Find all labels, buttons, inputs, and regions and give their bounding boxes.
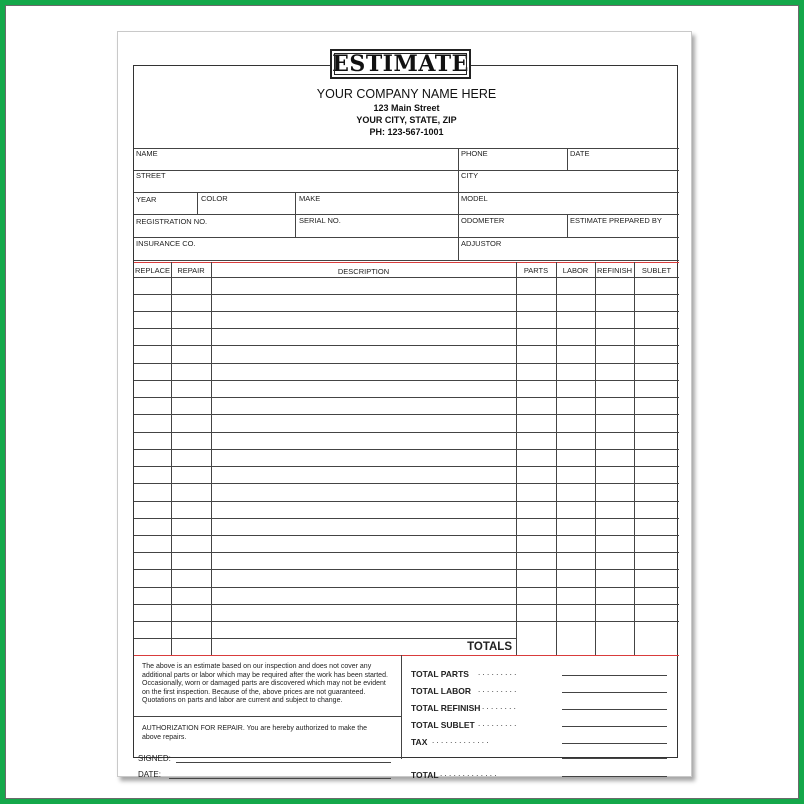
column-line xyxy=(556,262,557,655)
total-refinish-label: TOTAL REFINISH xyxy=(411,703,481,713)
date-label: DATE: xyxy=(138,770,161,779)
col-description-header: DESCRIPTION xyxy=(337,267,390,276)
table-row-line xyxy=(134,587,679,588)
authorization-text: AUTHORIZATION FOR REPAIR. You are hereby authorized to make the above repairs. xyxy=(142,725,367,741)
leader-dots: ......... xyxy=(478,719,519,728)
total-refinish-line[interactable] xyxy=(562,709,667,710)
street-field-label: STREET xyxy=(136,171,166,180)
col-sublet-header: SUBLET xyxy=(641,266,672,275)
table-row-line xyxy=(134,363,679,364)
name-field-label: NAME xyxy=(136,149,158,158)
table-row-line xyxy=(134,294,679,295)
col-refinish-header: REFINISH xyxy=(596,266,632,275)
company-phone: PH: 123-567-1001 xyxy=(369,127,444,137)
make-field-label: MAKE xyxy=(299,194,321,203)
company-city: YOUR CITY, STATE, ZIP xyxy=(356,115,457,125)
serial-field-label: SERIAL NO. xyxy=(299,216,341,225)
leader-dots: ......... xyxy=(478,668,519,677)
bottom-divider xyxy=(401,655,402,759)
grid-line xyxy=(134,237,679,238)
table-row-line xyxy=(134,535,679,536)
total-parts-label: TOTAL PARTS xyxy=(411,669,469,679)
column-line xyxy=(171,262,172,655)
adjustor-field-label: ADJUSTOR xyxy=(461,239,502,248)
col-repair-header: REPAIR xyxy=(177,266,205,275)
table-row-line xyxy=(134,277,679,278)
grid-line xyxy=(567,148,568,170)
leader-dots: ............. xyxy=(440,769,499,778)
total-labor-line[interactable] xyxy=(562,692,667,693)
grid-line xyxy=(295,192,296,237)
title-inner-border xyxy=(334,53,467,75)
model-field-label: MODEL xyxy=(461,194,488,203)
grid-line xyxy=(134,192,679,193)
extra-line[interactable] xyxy=(562,758,667,759)
column-line xyxy=(516,262,517,655)
odometer-field-label: ODOMETER xyxy=(461,216,505,225)
grand-total-line[interactable] xyxy=(562,776,667,777)
col-labor-header: LABOR xyxy=(562,266,589,275)
table-row-line xyxy=(134,466,679,467)
table-row-line xyxy=(134,432,679,433)
signed-label: SIGNED: xyxy=(138,754,171,763)
total-sublet-line[interactable] xyxy=(562,726,667,727)
company-street: 123 Main Street xyxy=(373,103,440,113)
table-row-line xyxy=(134,501,679,502)
date-line[interactable] xyxy=(169,778,391,779)
table-row-line xyxy=(134,483,679,484)
column-line xyxy=(634,262,635,655)
leader-dots: ......... xyxy=(478,685,519,694)
col-parts-header: PARTS xyxy=(523,266,549,275)
page-title: ESTIMATE xyxy=(332,51,469,77)
table-row-line xyxy=(134,569,679,570)
tax-label: TAX xyxy=(411,737,428,747)
year-field-label: YEAR xyxy=(136,195,157,204)
signature-line[interactable] xyxy=(176,762,391,763)
table-row-line xyxy=(134,621,679,622)
table-row-line xyxy=(134,638,516,639)
column-line xyxy=(211,262,212,655)
insurance-field-label: INSURANCE CO. xyxy=(136,239,196,248)
red-rule xyxy=(134,655,679,656)
total-labor-label: TOTAL LABOR xyxy=(411,686,471,696)
table-row-line xyxy=(134,397,679,398)
column-line xyxy=(595,262,596,655)
col-replace-header: REPLACE xyxy=(134,266,170,275)
table-row-line xyxy=(134,380,679,381)
table-row-line xyxy=(134,449,679,450)
city-field-label: CITY xyxy=(461,171,479,180)
table-row-line xyxy=(134,328,679,329)
color-field-label: COLOR xyxy=(201,194,228,203)
leader-dots: ........ xyxy=(482,702,519,711)
grid-line xyxy=(134,214,679,215)
prepared-by-field-label: ESTIMATE PREPARED BY xyxy=(570,216,662,225)
phone-field-label: PHONE xyxy=(461,149,488,158)
form-outline xyxy=(133,51,678,780)
table-row-line xyxy=(134,604,679,605)
grid-line xyxy=(567,214,568,237)
table-row-line xyxy=(134,345,679,346)
grid-line xyxy=(134,170,679,171)
total-sublet-label: TOTAL SUBLET xyxy=(411,720,475,730)
grid-line xyxy=(197,192,198,214)
totals-label: TOTALS xyxy=(467,641,512,653)
leader-dots: ............. xyxy=(432,736,491,745)
grid-line xyxy=(458,148,459,260)
company-name: YOUR COMPANY NAME HERE xyxy=(316,87,497,101)
grand-total-label: TOTAL xyxy=(411,770,439,780)
table-row-line xyxy=(134,311,679,312)
table-row-line xyxy=(134,518,679,519)
red-rule xyxy=(134,262,679,263)
date-field-label: DATE xyxy=(570,149,590,158)
grid-line xyxy=(134,260,679,261)
registration-field-label: REGISTRATION NO. xyxy=(136,217,208,226)
estimate-form-sheet xyxy=(117,31,692,780)
total-parts-line[interactable] xyxy=(562,675,667,676)
grid-line xyxy=(134,148,679,149)
tax-line[interactable] xyxy=(562,743,667,744)
disclaimer-text: The above is an estimate based on our inspection and does not cover any additional parts or labor which may be required after the work has been started. Occasionally, worn or damaged parts are discovered which may not be evident on the first inspection. Because of the, above prices are not guaranteed. Quotations on parts and labor are current and subject to change. xyxy=(142,663,388,705)
notice-divider xyxy=(134,716,401,717)
title-box xyxy=(330,49,471,79)
table-row-line xyxy=(134,552,679,553)
table-row-line xyxy=(134,414,679,415)
